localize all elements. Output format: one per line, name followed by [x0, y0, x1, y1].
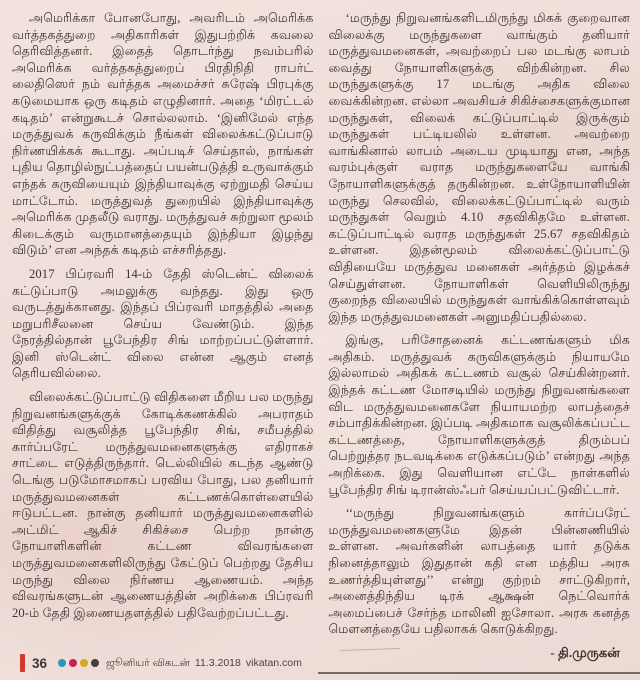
article-columns: [12, 10, 630, 660]
yellow-registration-dot-icon: [80, 659, 88, 667]
article-paragraph: அமெரிக்கா போனபோது, அவரிடம் அமெரிக்க வர்த்தகத்துறை அதிகாரிகள் இதுபற்றிக் கவலை தெரிவித்தனர். இதைத் தொடர்ந்து நவம்பரில் அமெரிக்க வர்த்தகத்துறைப் பிரதிநிதி ராபர்ட் லைதிஸெர் நம் வர்த்தக அமைச்சர் சுரேஷ் பிரபுக்கு கடுமையாக ஒரு கடிதம் எழுதினார். அதை ‘மிரட்டல் கடிதம்’ என்றுகூடச் சொல்லலாம். ‘இனிமேல் எந்த மருத்துவக் கருவிக்கும் நீங்கள் விலைக்கட்டுப்பாடு நிர்ணயிக்கக் கூடாது. அப்படிச் செய்தால், நாங்கள் புதிய தொழில்நுட்பத்தைப் பயன்படுத்தி உருவாக்கும் எந்தக் கருவியையும் இந்தியாவுக்கு ஏற்றுமதி செய்ய மாட்டோம். மருத்துவத் துறையில் இந்தியாவுக்கு அமெரிக்க முதலீடு வராது. மருத்துவச் சுற்றுலா மூலம் கிடைக்கும் வருமானத்தையும் இந்தியா இழந்து விடும்’ என அந்தக் கடிதம் எச்சரித்தது.: [12, 11, 314, 258]
article-paragraph: ‘‘மருந்து நிறுவனங்களும் கார்ப்பரேட் மருத்துவமனைகளுமே இதன் பின்னணியில் உள்ளன. அவர்களின் லாபத்தை யார் தடுக்க நினைத்தாலும் இதுதான் கதி என மத்திய அரசு உணர்த்தியுள்ளது’’ என்று குற்றம் சாட்டுகிறார், அனைத்திந்திய டிரக் ஆக்ஷன் நெட்வொர்க் அமைப்பைச் சேர்ந்த மாலினி ஐசோலா. அரசு கனத்த மௌனத்தையே பதிலாகக் கொடுக்கிறது.: [328, 506, 630, 637]
magazine-info: [106, 657, 302, 670]
article-column-left: [12, 10, 314, 646]
black-registration-dot-icon: [91, 659, 99, 667]
color-registration-dots: [58, 659, 99, 667]
article-column-right: [328, 10, 631, 660]
author-byline: - தி.முருகன்: [550, 644, 620, 660]
article-paragraph: 2017 பிப்ரவரி 14-ம் தேதி ஸ்டென்ட் விலைக் கட்டுப்பாடு அமலுக்கு வந்தது. இது ஒரு வருடத்துக்கானது. இந்தப் பிப்ரவரி மாதத்தில் அதை மறுபரிசீலனை செய்ய வேண்டும். இந்த நேரத்தில்தான் பூபேந்திர சிங் மாற்றப்பட்டுள்ளார். இனி ஸ்டென்ட் விலை என்ன ஆகும் எனத் தெரியவில்லை.: [12, 266, 314, 381]
page-scan-edge-line: [318, 672, 640, 675]
page-footer: [20, 653, 302, 673]
issue-date: 11.3.2018: [194, 656, 241, 669]
magenta-registration-dot-icon: [69, 659, 77, 667]
cyan-registration-dot-icon: [58, 659, 66, 667]
page-number-accent-bar: [20, 654, 25, 672]
website-url: vikatan.com: [245, 656, 302, 669]
page-number: 36: [32, 655, 48, 671]
article-paragraph: ‘மருந்து நிறுவனங்களிடமிருந்து மிகக் குறைவான விலைக்கு மருந்துகளை வாங்கும் தனியார் மருத்துவமனைகள், அவற்றைப் பல மடங்கு லாபம் வைத்து நோயாளிகளுக்கு விற்கின்றன. சில மருந்துகளுக்கு 17 மடங்கு அதிக விலை வைக்கின்றன. எல்லா அவசியச் சிகிச்சைகளுக்குமான மருந்துகள், விலைக் கட்டுப்பாட்டில் இருக்கும் மருந்துகள் பட்டியலில் உள்ளன. அவற்றை வாங்கினால் லாபம் அடைய முடியாது என, அந்த வரம்புக்குள் வராத மருந்துகளையே வாங்கி நோயாளிகளுக்குத் தருகின்றன. உள்நோயாளியின் மருந்து செலவில், விலைக்கட்டுப்பாட்டில் வரும் மருந்துகள் வெறும் 4.10 சதவிகிதமே உள்ளன. கட்டுப்பாட்டில் வராத மருந்துகள் 25.67 சதவிகிதம் உள்ளன. இதன்மூலம் விலைக்கட்டுப்பாட்டு விதியையே மருத்துவ மனைகள் அர்த்தம் இழக்கச் செய்துள்ளன. நோயாளிகள் வெளியிலிருந்து குறைந்த விலையில் மருந்துகள் வாங்கிக்கொள்ளவும் இந்த மருத்துவமனைகள் அனுமதிப்பதில்லை.: [328, 11, 630, 324]
magazine-name: ஜூனியர் விகடன்: [106, 656, 190, 669]
article-paragraph: விலைக்கட்டுப்பாட்டு விதிகளை மீறிய பல மருந்து நிறுவனங்களுக்குக் கோடிக்கணக்கில் அபராதம் விதித்து வசூலித்த பூபேந்திர சிங், சமீபத்தில் கார்ப்பரேட் மருத்துவமனைகளுக்கு எதிராகச் சாட்டை எடுத்திருந்தார். டெல்லியில் கடந்த ஆண்டு டெங்கு படுமோசமாகப் பரவிய போது, பல தனியார் மருத்துவமனைகள் கட்டணக்கொள்ளையில் ஈடுபட்டன. நான்கு தனியார் மருத்துவமனைகளில் அட்மிட் ஆகிச் சிகிச்சை பெற்ற நான்கு நோயாளிகளின் கட்டண விவரங்களை மருத்துவமனைகளிலிருந்து கேட்டுப் பெற்றது தேசிய மருந்து விலை நிர்ணய ஆணையம். அந்த விவரங்களுடன் ஆணையத்தின் அறிக்கை பிப்ரவரி 20-ம் தேதி இணையதளத்தில் பதிவேற்றப்பட்டது.: [12, 390, 314, 620]
article-paragraph: இங்கு, பரிசோதனைக் கட்டணங்களும் மிக அதிகம். மருத்துவக் கருவிகளுக்கும் நியாயமே இல்லாமல் அதிகக் கட்டணம் வசூல் செய்கின்றனர். இந்தக் கட்டண மோசடியில் மருந்து நிறுவனங்களை விட மருத்துவமனைகளே நியாயமற்ற லாபத்தைச் சம்பாதிக்கின்றன. இப்படி அதிகமாக வசூலிக்கப்பட்ட கட்டணத்தை, நோயாளிகளுக்குத் திரும்பப் பெற்றுத்தர நடவடிக்கை எடுக்கப்படும்’ என்றது அந்த அறிக்கை. இது வெளியான எட்டே நாள்களில் பூபேந்திர சிங் டிரான்ஸ்ஃபர் செய்யப்பட்டுவிட்டார்.: [328, 333, 630, 497]
